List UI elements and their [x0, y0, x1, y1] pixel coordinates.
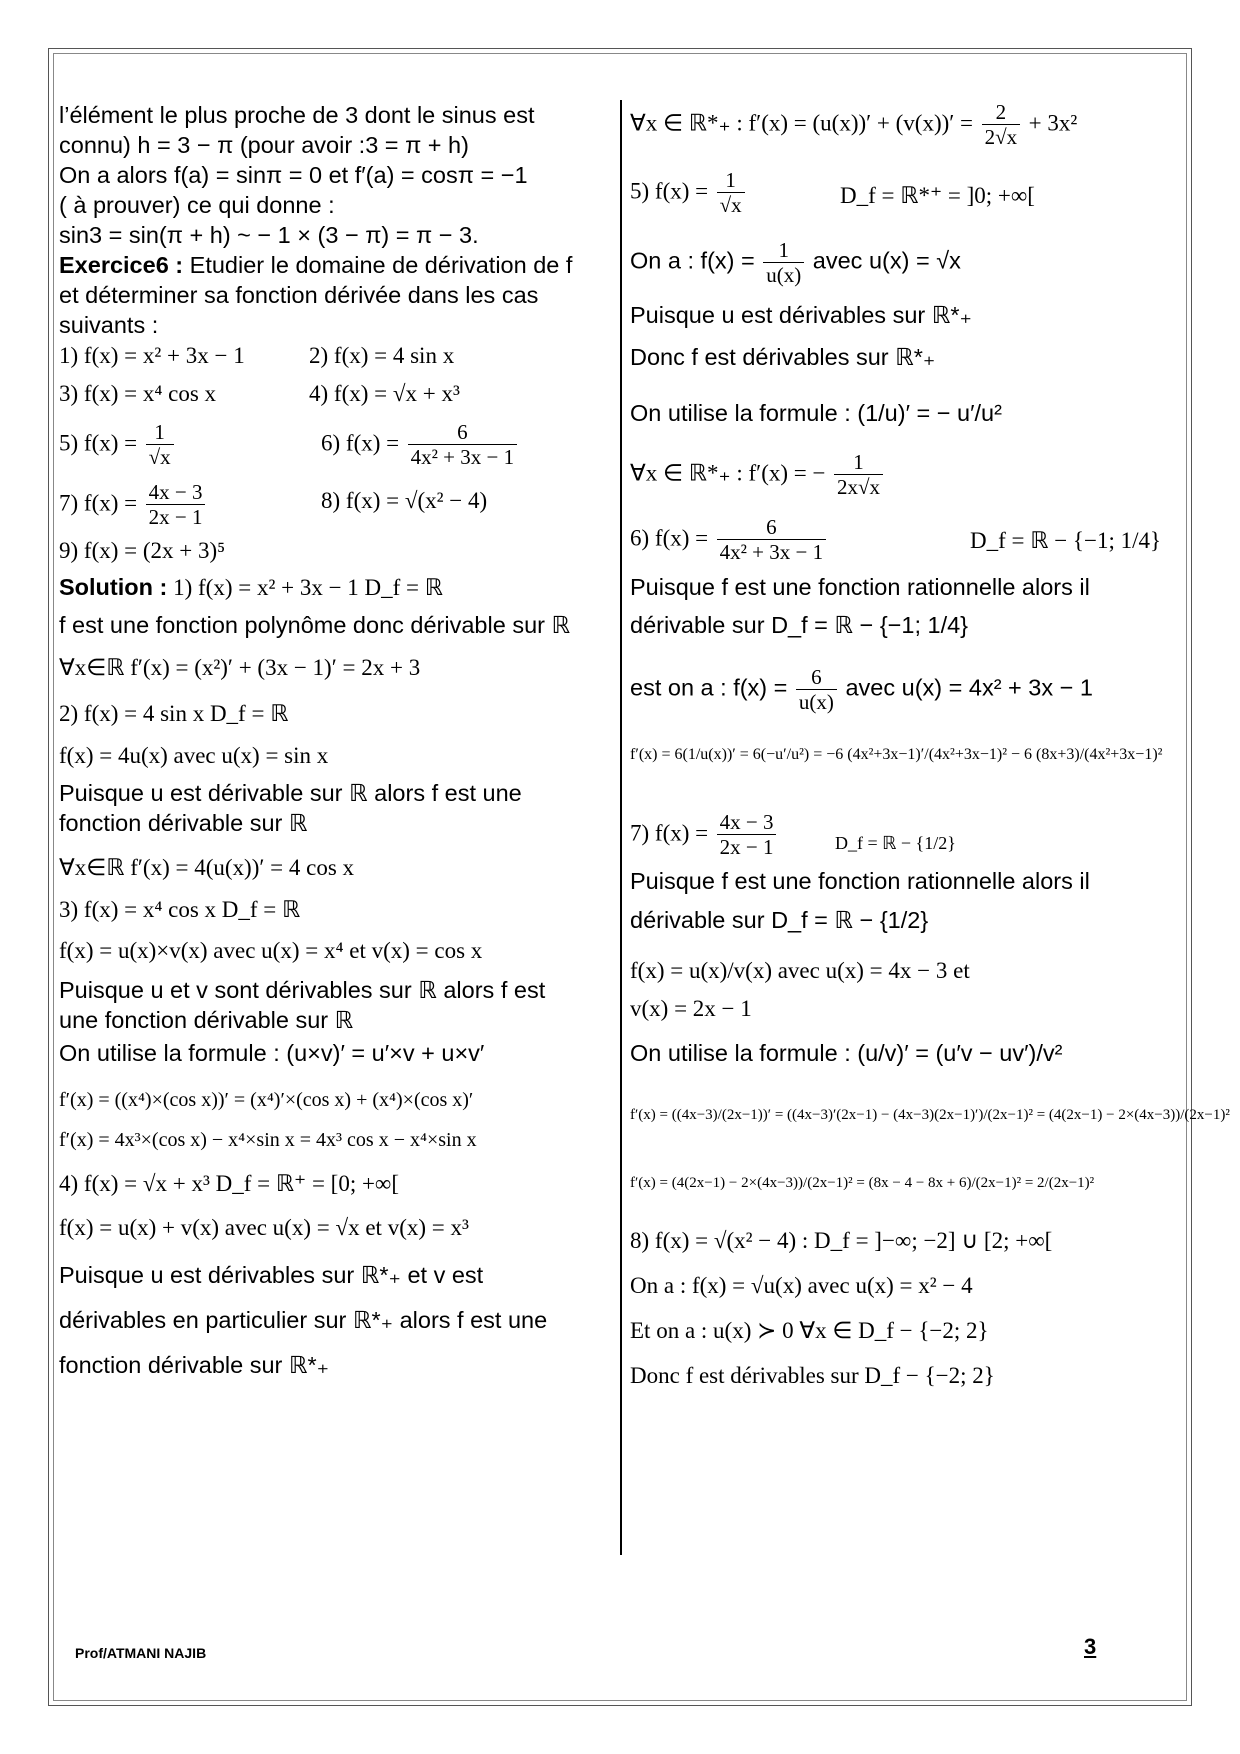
- text-line: sin3 = sin(π + h) ~ − 1 × (3 − π) = π − 3.: [59, 222, 479, 248]
- text-line: et déterminer sa fonction dérivée dans les cas: [59, 282, 539, 308]
- text-line: fonction dérivable sur ℝ*₊: [59, 1352, 330, 1378]
- math-line: On a : f(x) = √u(x) avec u(x) = x² − 4: [630, 1273, 973, 1298]
- text-line: l’élément le plus proche de 3 dont le sinus est: [59, 102, 535, 128]
- question-9: 9) f(x) = (2x + 3)⁵: [59, 538, 226, 563]
- math-line: 5) f(x) = $\frac{1}{√x}$: [630, 168, 747, 217]
- text-line: Puisque u est dérivables sur ℝ*₊: [630, 302, 972, 328]
- math-line: ∀x∈ℝ f′(x) = (x²)′ + (3x − 1)′ = 2x + 3: [59, 655, 421, 680]
- text-line: On a alors f(a) = sinπ = 0 et f′(a) = cosπ = −1: [59, 162, 528, 188]
- math-line: f(x) = u(x)/v(x) avec u(x) = 4x − 3 et: [630, 958, 970, 983]
- text-line: Puisque u est dérivable sur ℝ alors f est une: [59, 780, 522, 806]
- math-line: On a : f(x) = $\frac{1}{u(x)}$ avec u(x) = √x: [630, 238, 961, 287]
- math-line: Et on a : u(x) ≻ 0 ∀x ∈ D_f − {−2; 2}: [630, 1318, 989, 1343]
- question-5: 5) f(x) = $\frac{1}{√x}$: [59, 420, 176, 469]
- text-line: Donc f est dérivables sur ℝ*₊: [630, 344, 936, 370]
- math-line: 8) f(x) = √(x² − 4) : D_f = ]−∞; −2] ∪ [2; +∞[: [630, 1228, 1053, 1253]
- math-line: 2) f(x) = 4 sin x D_f = ℝ: [59, 701, 289, 726]
- question-3: 3) f(x) = x⁴ cos x: [59, 381, 217, 406]
- text-line: une fonction dérivable sur ℝ: [59, 1007, 354, 1033]
- question-4: 4) f(x) = √x + x³: [309, 381, 460, 406]
- math-line: f′(x) = 6(1/u(x))′ = 6(−u′/u²) = −6 (4x²+3x−1)′/(4x²+3x−1)² − 6 (8x+3)/(4x²+3x−1)²: [630, 746, 1163, 763]
- math-line: f(x) = 4u(x) avec u(x) = sin x: [59, 743, 329, 768]
- exercise-title: Exercice6 :: [59, 252, 184, 278]
- question-1: 1) f(x) = x² + 3x − 1: [59, 343, 245, 368]
- footer-author: Prof/ATMANI NAJIB: [75, 1645, 207, 1661]
- text-line: ( à prouver) ce qui donne :: [59, 192, 335, 218]
- text-line: On utilise la formule : (u×v)′ = u′×v + u×v′: [59, 1040, 485, 1066]
- text-line: connu) h = 3 − π (pour avoir :3 = π + h): [59, 132, 469, 158]
- math-line: f(x) = u(x)×v(x) avec u(x) = x⁴ et v(x) = cos x: [59, 938, 483, 963]
- question-7: 7) f(x) = $\frac{4x - 3}{2x - 1}$: [59, 480, 207, 529]
- math-line: Donc f est dérivables sur D_f − {−2; 2}: [630, 1363, 995, 1388]
- domain-label: D_f = ℝ − {1/2}: [835, 833, 956, 853]
- math-line: ∀x ∈ ℝ*₊ : f′(x) = (u(x))′ + (v(x))′ = $\frac{2}{2√x}$ + 3x²: [630, 100, 1078, 149]
- math-line: f′(x) = 4x³×(cos x) − x⁴×sin x = 4x³ cos x − x⁴×sin x: [59, 1129, 477, 1151]
- math-line: v(x) = 2x − 1: [630, 996, 752, 1021]
- text-line: Puisque f est une fonction rationnelle alors il: [630, 574, 1090, 600]
- question-8: 8) f(x) = √(x² − 4): [321, 488, 488, 513]
- math-line: 3) f(x) = x⁴ cos x D_f = ℝ: [59, 897, 301, 922]
- math-line: f(x) = u(x) + v(x) avec u(x) = √x et v(x) = x³: [59, 1215, 469, 1240]
- page-number: 3: [1084, 1634, 1097, 1659]
- question-6: 6) f(x) = $\frac{6}{\text{4x² + 3x − 1}}$: [321, 420, 519, 469]
- math-line: f′(x) = ((x⁴)×(cos x))′ = (x⁴)′×(cos x) + (x⁴)×(cos x)′: [59, 1089, 474, 1111]
- math-line: 6) f(x) = $\frac{6}{\text{4x² + 3x − 1}}$: [630, 515, 828, 564]
- math-line: f′(x) = ((4x−3)/(2x−1))′ = ((4x−3)′(2x−1) − (4x−3)(2x−1)′)/(2x−1)² = (4(2x−1) − 2×(4x−3))/(2x−1)²: [630, 1107, 1230, 1123]
- text-line: Puisque u et v sont dérivables sur ℝ alors f est: [59, 977, 546, 1003]
- text-line: On utilise la formule : (1/u)′ = − u′/u²: [630, 400, 1002, 426]
- math-line: f′(x) = (4(2x−1) − 2×(4x−3))/(2x−1)² = (8x − 4 − 8x + 6)/(2x−1)² = 2/(2x−1)²: [630, 1175, 1095, 1191]
- math-line: 4) f(x) = √x + x³ D_f = ℝ⁺ = [0; +∞[: [59, 1171, 399, 1196]
- text-line: fonction dérivable sur ℝ: [59, 810, 308, 836]
- question-2: 2) f(x) = 4 sin x: [309, 343, 455, 368]
- domain-label: D_f = ℝ − {−1; 1/4}: [970, 528, 1162, 553]
- exercise-heading: [59, 250, 572, 280]
- text-line: f est une fonction polynôme donc dérivable sur ℝ: [59, 612, 571, 638]
- column-divider: [620, 100, 622, 1555]
- solution-title: Solution :: [59, 574, 168, 600]
- text-line: Puisque f est une fonction rationnelle alors il: [630, 868, 1090, 894]
- math-line: 7) f(x) = $\frac{4x - 3}{2x - 1}$: [630, 810, 778, 859]
- text-line: Puisque u est dérivables sur ℝ*₊ et v est: [59, 1262, 484, 1288]
- exercise-statement: Etudier le domaine de dérivation de f: [183, 252, 573, 278]
- text-line: On utilise la formule : (u/v)′ = (u′v − uv′)/v²: [630, 1040, 1063, 1066]
- math-line: ∀x ∈ ℝ*₊ : f′(x) = − $\frac{1}{2x√x}$: [630, 450, 885, 499]
- math-line: est on a : f(x) = $\frac{6}{u(x)}$ avec u(x) = 4x² + 3x − 1: [630, 665, 1093, 714]
- solution-heading: Solution : 1) f(x) = x² + 3x − 1 D_f = ℝ: [59, 574, 443, 600]
- text-line: dérivable sur D_f = ℝ − {1/2}: [630, 907, 929, 933]
- text-line: dérivable sur D_f = ℝ − {−1; 1/4}: [630, 612, 969, 638]
- text-line: suivants :: [59, 312, 159, 338]
- text-line: dérivables en particulier sur ℝ*₊ alors f est une: [59, 1307, 548, 1333]
- domain-label: D_f = ℝ*⁺ = ]0; +∞[: [840, 183, 1035, 208]
- math-line: ∀x∈ℝ f′(x) = 4(u(x))′ = 4 cos x: [59, 855, 355, 880]
